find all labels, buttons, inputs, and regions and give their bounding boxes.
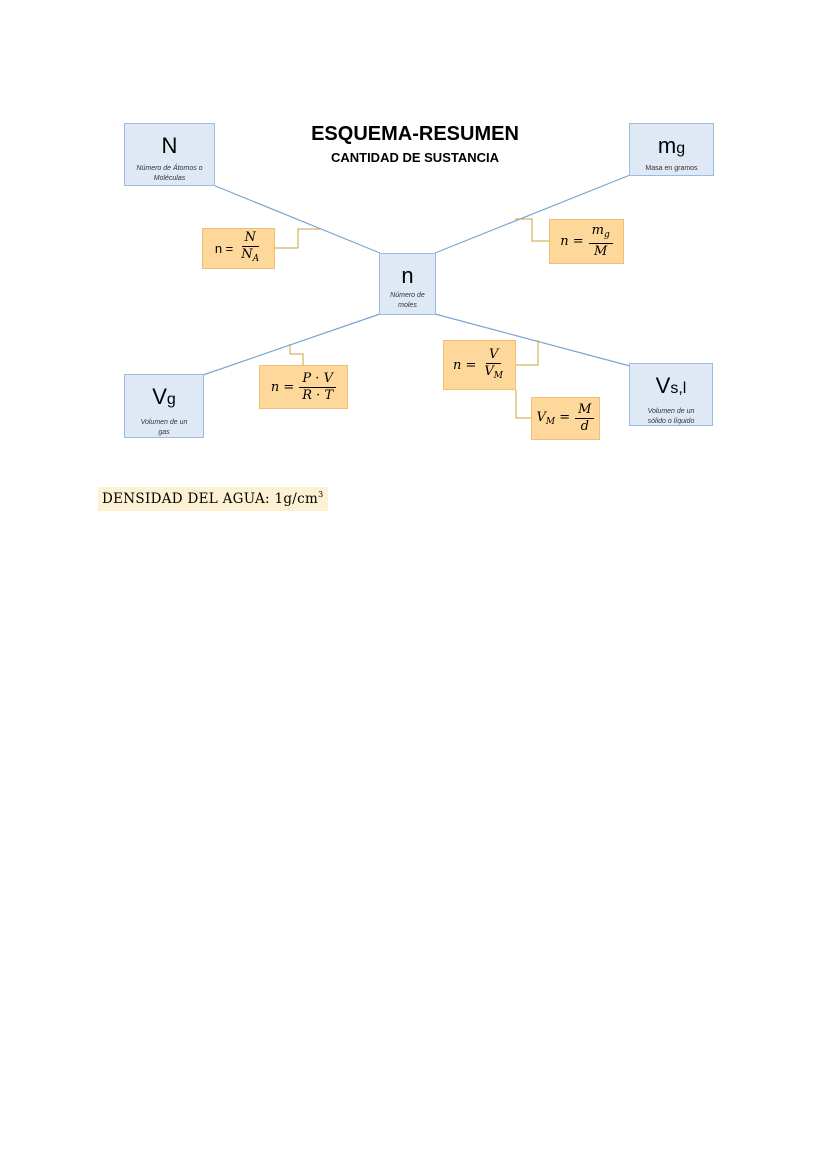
formula-avogadro-lhs: n =: [214, 241, 234, 256]
node-particles-caption: Número de Átomos o Moléculas: [136, 165, 203, 182]
node-solid-liquid-volume-symbol: Vs,l: [655, 373, 687, 398]
formula-ideal-gas-numerator: P · V: [299, 371, 336, 388]
formula-avogadro-fraction: [238, 230, 262, 267]
callout-avogadro: [275, 229, 320, 248]
node-solid-liquid-volume: [629, 363, 713, 426]
formula-avogadro: [202, 228, 275, 269]
formula-volume-lhs: n =: [452, 357, 477, 373]
formula-molar-volume-lhs: $V_M$ =: [536, 410, 571, 427]
node-solid-liquid-volume-caption: Volumen de un sólido o líquido: [647, 408, 695, 425]
node-gas-volume-caption: Volumen de un gas: [140, 419, 188, 436]
formula-molar-volume-fraction: [575, 402, 594, 435]
formula-molar-volume: [531, 397, 600, 440]
water-density-note: [98, 487, 328, 511]
formula-ideal-gas-lhs: n =: [270, 379, 295, 395]
water-density-exponent: 3: [318, 490, 324, 499]
formula-volume-denominator: $V_M$: [484, 363, 503, 381]
formula-ideal-gas: [259, 365, 348, 409]
node-particles-symbol: N: [161, 133, 178, 158]
formula-mass-numerator: $m_g$: [589, 223, 613, 244]
formula-volume: [443, 340, 516, 390]
formula-molar-volume-denominator: d: [580, 419, 589, 434]
callout-molar-volume: [516, 390, 531, 418]
formula-volume-fraction: [481, 347, 506, 384]
callout-mass: [515, 219, 550, 241]
node-moles: [379, 253, 436, 315]
node-gas-volume-symbol: Vg: [152, 384, 176, 409]
formula-ideal-gas-fraction: [299, 371, 336, 404]
diagram-subtitle: CANTIDAD DE SUSTANCIA: [330, 150, 500, 165]
formula-avogadro-denominator: $N_A$: [241, 247, 260, 264]
formula-avogadro-numerator: N: [242, 230, 259, 247]
diagram-title: ESQUEMA-RESUMEN: [311, 123, 519, 145]
formula-volume-numerator: V: [486, 347, 501, 364]
callout-volume: [516, 340, 538, 365]
formula-molar-volume-numerator: M: [575, 402, 594, 419]
node-moles-symbol: n: [401, 263, 414, 288]
node-mass-symbol: mg: [657, 133, 686, 158]
node-mass: [629, 123, 714, 176]
node-gas-volume: [124, 374, 204, 438]
node-moles-caption: Número de moles: [390, 292, 425, 309]
formula-mass-fraction: [589, 223, 613, 260]
callout-gas: [290, 344, 303, 366]
formula-mass-lhs: n =: [560, 234, 584, 249]
node-mass-caption: Masa en gramos: [645, 165, 698, 172]
formula-ideal-gas-denominator: R · T: [302, 387, 334, 403]
formula-mass: [549, 219, 624, 264]
water-density-label: DENSIDAD DEL AGUA: 1g/cm: [102, 491, 319, 507]
formula-mass-denominator: M: [594, 244, 608, 259]
node-particles: [124, 123, 215, 186]
